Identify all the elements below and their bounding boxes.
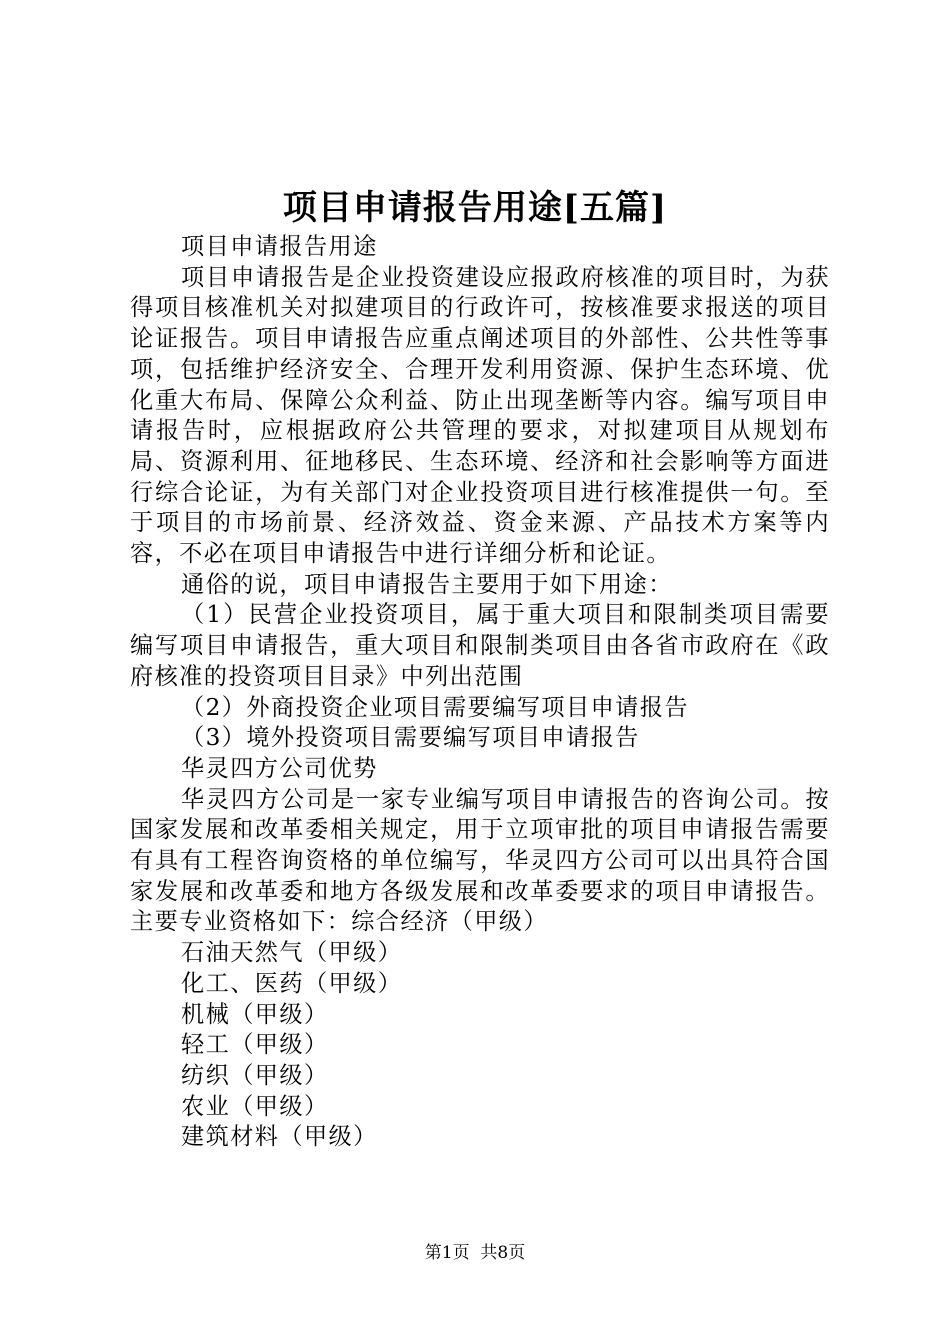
paragraph-intro-uses: 通俗的说，项目申请报告主要用于如下用途： — [181, 570, 673, 598]
qualification-item: 纺织（甲级） — [181, 1061, 329, 1089]
qualification-item: 石油天然气（甲级） — [181, 939, 403, 967]
section-heading-advantages: 华灵四方公司优势 — [181, 754, 378, 782]
page-number: 第1页 — [424, 1243, 470, 1263]
document-title: 项目申请报告用途[五篇] — [282, 188, 668, 228]
list-item-private-enterprise: （1）民营企业投资项目，属于重大项目和限制类项目需要编写项目申请报告，重大项目和限制类项目由各省市政府在《政府核准的投资项目目录》中列出范围 — [130, 601, 830, 690]
qualification-item: 机械（甲级） — [181, 1000, 329, 1028]
paragraph-definition: 项目申请报告是企业投资建设应报政府核准的项目时，为获得项目核准机关对拟建项目的行政许可，按核准要求报送的项目论证报告。项目申请报告应重点阐述项目的外部性、公共性等事项，包括维护经济安全、合理开发利用资源、保护生态环境、优化重大布局、保障公众利益、防止出现垄断等内容。编写项目申请报告时，应根据政府公共管理的要求，对拟建项目从规划布局、资源利用、征地移民、生态环境、经济和社会影响等方面进行综合论证，为有关部门对企业投资项目进行核准提供一句。至于项目的市场前景、经济效益、资金来源、产品技术方案等内容，不必在项目申请报告中进行详细分析和论证。 — [130, 263, 830, 568]
document-body — [130, 232, 830, 1153]
list-item-overseas-investment: （3）境外投资项目需要编写项目申请报告 — [181, 724, 640, 752]
paragraph-company-intro: 华灵四方公司是一家专业编写项目申请报告的咨询公司。按国家发展和改革委相关规定，用于立项审批的项目申请报告需要有具有工程咨询资格的单位编写，华灵四方公司可以出具符合国家发展和改革委和地方各级发展和改革委要求的项目申请报告。主要专业资格如下：综合经济（甲级） — [130, 785, 830, 936]
page-total: 共8页 — [480, 1243, 526, 1263]
page-footer — [0, 1241, 950, 1265]
qualification-item: 农业（甲级） — [181, 1092, 329, 1120]
qualification-item: 建筑材料（甲级） — [181, 1123, 378, 1151]
qualification-item: 轻工（甲级） — [181, 1031, 329, 1059]
qualification-item: 化工、医药（甲级） — [181, 969, 403, 997]
list-item-foreign-investment: （2）外商投资企业项目需要编写项目申请报告 — [181, 693, 689, 721]
section-heading-usage: 项目申请报告用途 — [181, 233, 378, 260]
